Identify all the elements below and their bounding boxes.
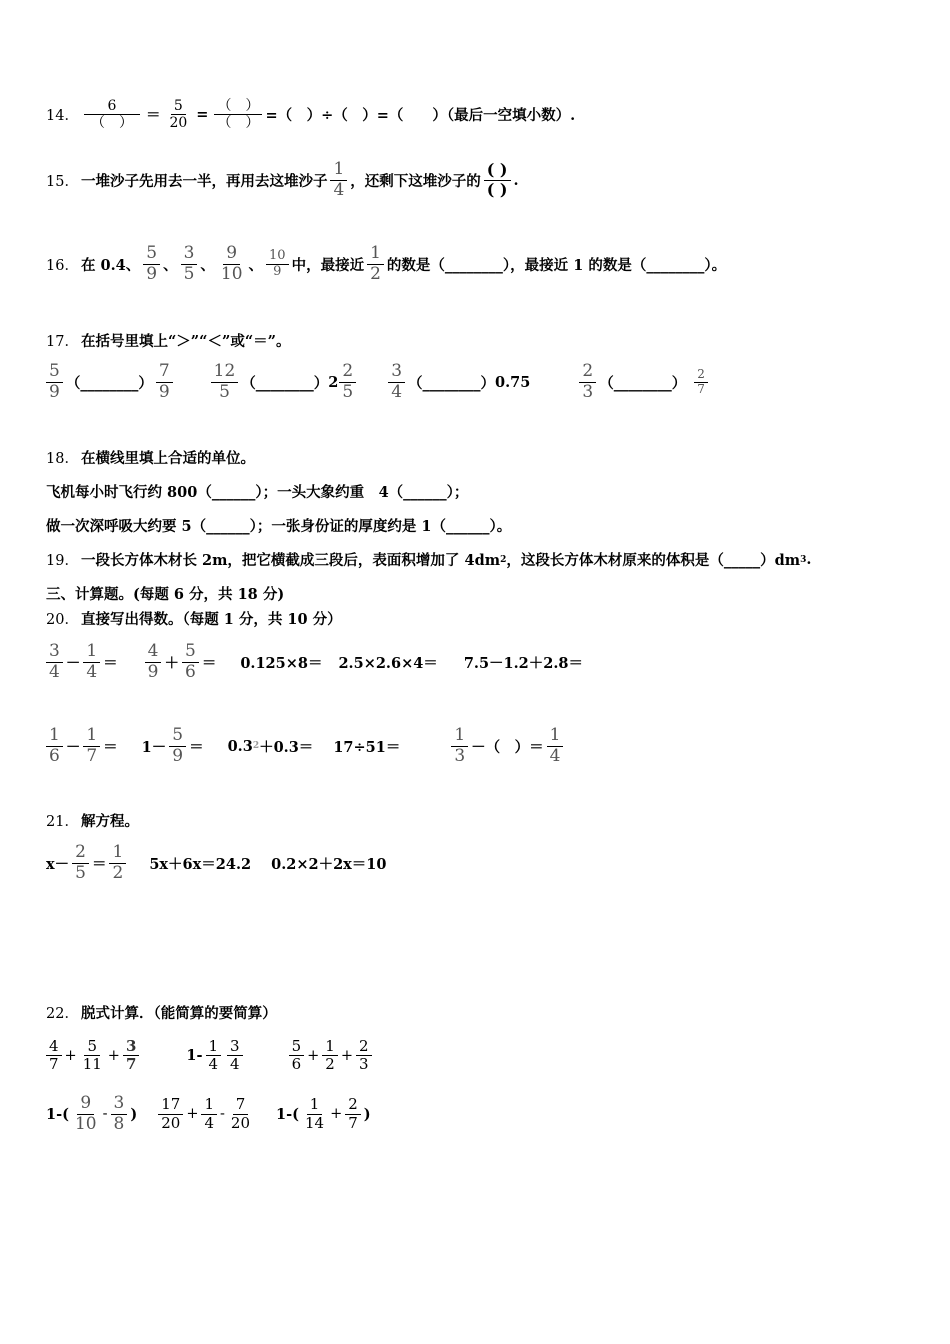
fraction: 1 2 bbox=[109, 843, 126, 883]
calc-row-1: 3 4 － 1 4 ＝ 4 9 ＋ 5 6 ＝ 0.125×8＝ 2.5×2.6×4＝ 7.5－1.2＋2.8＝ bbox=[46, 642, 583, 682]
question-14: 14． 6 （ ） ＝ $\frac{5}{20}$ = （ ） （ ） =（ ）÷（ ）=（ ）（最后一空填小数）. bbox=[46, 98, 576, 132]
calc-row-2: 1 6 － 1 7 ＝ 1－ 5 9 ＝ 0.3 2 ＋0.3＝ 17÷51＝ 1 3 －（ ）＝ 1 4 bbox=[46, 726, 566, 766]
fraction: 3 4 bbox=[388, 362, 405, 402]
fraction: 7 9 bbox=[156, 362, 173, 402]
compare-row: 5 9 （________） 7 9 12 5 （________） 2 2 5 3 4 （________） 0.75 2 3 （________） 2 7 bbox=[46, 362, 711, 402]
answer-blank[interactable]: （________） bbox=[599, 374, 687, 392]
fraction: 4 7 bbox=[46, 1038, 62, 1074]
fraction: 1 2 bbox=[367, 244, 384, 284]
question-22 bbox=[46, 1002, 277, 1023]
fraction: 5 9 bbox=[169, 726, 186, 766]
question-19: 19． 一段长方体木材长 2m，把它横截成三段后，表面积增加了 4dm 2 ，这段长方体木材原来的体积是（_____）dm 3 . bbox=[46, 551, 812, 569]
question-18-line-1: 飞机每小时飞行约 800（______）；一头大象约重 4（______）； bbox=[46, 484, 469, 501]
question-number: 18． bbox=[46, 451, 79, 467]
question-number: 16． bbox=[46, 257, 79, 274]
question-18-line-2: 做一次深呼吸大约要 5（______）；一张身份证的厚度约是 1（______）。 bbox=[46, 518, 512, 535]
fraction: 17 20 bbox=[158, 1096, 183, 1132]
question-text: 一堆沙子先用去一半，再用去这堆沙子 bbox=[80, 172, 328, 190]
question-number: 20． bbox=[46, 612, 79, 628]
question-16: 16． 在 0.4、 5 9 、 3 5 、 9 10 、 10 9 中，最接近 1 2 的数是（________），最接近 1 的数是（________）。 bbox=[46, 243, 727, 284]
simplify-row-2: 1-( 9 10 - 3 8 ) 17 20 + $\frac{1}{4}$ - 7 20 1-( 1 14 + $\frac{2}{7}$ ) bbox=[46, 1093, 371, 1134]
question-15: 15． 一堆沙子先用去一半，再用去这堆沙子 1 4 ，还剩下这堆沙子的 ( ) ( ) . bbox=[46, 159, 519, 200]
fraction: 2 5 bbox=[339, 362, 356, 402]
fraction: 6 （ ） bbox=[84, 98, 140, 131]
question-17 bbox=[46, 330, 291, 351]
question-number: 17． bbox=[46, 334, 79, 350]
fraction: 1 6 bbox=[46, 726, 63, 766]
fraction: 9 10 bbox=[220, 243, 243, 284]
fraction: 1 3 bbox=[451, 726, 468, 766]
fraction: 5 6 bbox=[289, 1038, 305, 1074]
fraction: 7 20 bbox=[230, 1095, 251, 1132]
fraction: 5 6 bbox=[182, 642, 199, 682]
answer-fraction: ( ) ( ) bbox=[484, 161, 511, 199]
fraction: 2 7 bbox=[694, 368, 708, 397]
fraction: 5 9 bbox=[143, 244, 160, 284]
fraction: 5 9 bbox=[46, 362, 63, 402]
question-text: 在横线里填上合适的单位。 bbox=[80, 450, 255, 467]
question-18 bbox=[46, 447, 255, 468]
question-21 bbox=[46, 810, 139, 831]
question-20 bbox=[46, 608, 342, 629]
fraction: $\frac{2}{7}$ bbox=[345, 1096, 361, 1132]
fraction: 1 4 bbox=[330, 160, 347, 200]
question-text: ，还剩下这堆沙子的 bbox=[350, 172, 481, 190]
answer-blank[interactable]: （________） bbox=[241, 374, 329, 392]
section-heading: 三、计算题。(每题 6 分，共 18 分) bbox=[46, 586, 285, 603]
question-number: 22． bbox=[46, 1006, 79, 1022]
fraction: 1 7 bbox=[83, 726, 100, 766]
fraction: 1 14 bbox=[304, 1095, 325, 1132]
fraction: （ ） （ ） bbox=[214, 98, 262, 131]
fraction: 9 10 bbox=[74, 1093, 97, 1134]
equation-row: x－ 2 5 ＝ 1 2 5x＋6x＝24.2 0.2×2＋2x＝10 bbox=[46, 842, 387, 883]
answer-blank[interactable]: （________） bbox=[65, 374, 153, 392]
fraction: $\frac{5}{20}$ bbox=[169, 98, 188, 132]
fraction: 2 3 bbox=[579, 362, 596, 402]
fraction: 3 5 bbox=[181, 244, 198, 284]
fraction: 12 5 bbox=[211, 362, 239, 402]
fraction: $\frac{1}{2}$ bbox=[322, 1038, 338, 1074]
fraction: 1 4 bbox=[83, 642, 100, 682]
question-number: 14． bbox=[46, 108, 79, 125]
fraction: $\frac{2}{3}$ bbox=[356, 1038, 372, 1074]
question-text: 解方程。 bbox=[80, 813, 139, 830]
question-number: 19． bbox=[46, 553, 79, 569]
question-text: =（ ）÷（ ）=（ ）（最后一空填小数）. bbox=[265, 107, 576, 125]
answer-blank[interactable]: （________） bbox=[408, 374, 496, 392]
fraction: 3 8 bbox=[111, 1094, 128, 1134]
simplify-row-1: 4 7 + $\frac{5}{11}$ + $\frac{3}{7}$ 1- 1 4 3 4 5 6 + $\frac{1}{2}$ + $\frac{2}{3}$ bbox=[46, 1038, 375, 1074]
fraction: 4 9 bbox=[145, 642, 162, 682]
question-text: 脱式计算．（能简算的要简算） bbox=[80, 1005, 277, 1022]
fraction: $\frac{1}{4}$ bbox=[201, 1096, 217, 1132]
fraction: $\frac{5}{11}$ bbox=[82, 1037, 102, 1074]
fraction: 1 4 bbox=[547, 726, 564, 766]
fraction: 3 4 bbox=[227, 1038, 243, 1074]
fraction: 2 5 bbox=[72, 843, 89, 883]
fraction: 10 9 bbox=[266, 249, 289, 280]
question-number: 15． bbox=[46, 173, 79, 190]
fraction: 1 4 bbox=[206, 1038, 222, 1074]
question-number: 21． bbox=[46, 814, 79, 830]
fraction: $\frac{3}{7}$ bbox=[123, 1038, 139, 1074]
question-text: 直接写出得数。（每题 1 分，共 10 分） bbox=[80, 611, 342, 628]
question-text: 在括号里填上“＞”“＜”或“＝”。 bbox=[80, 333, 291, 350]
fraction: 3 4 bbox=[46, 642, 63, 682]
